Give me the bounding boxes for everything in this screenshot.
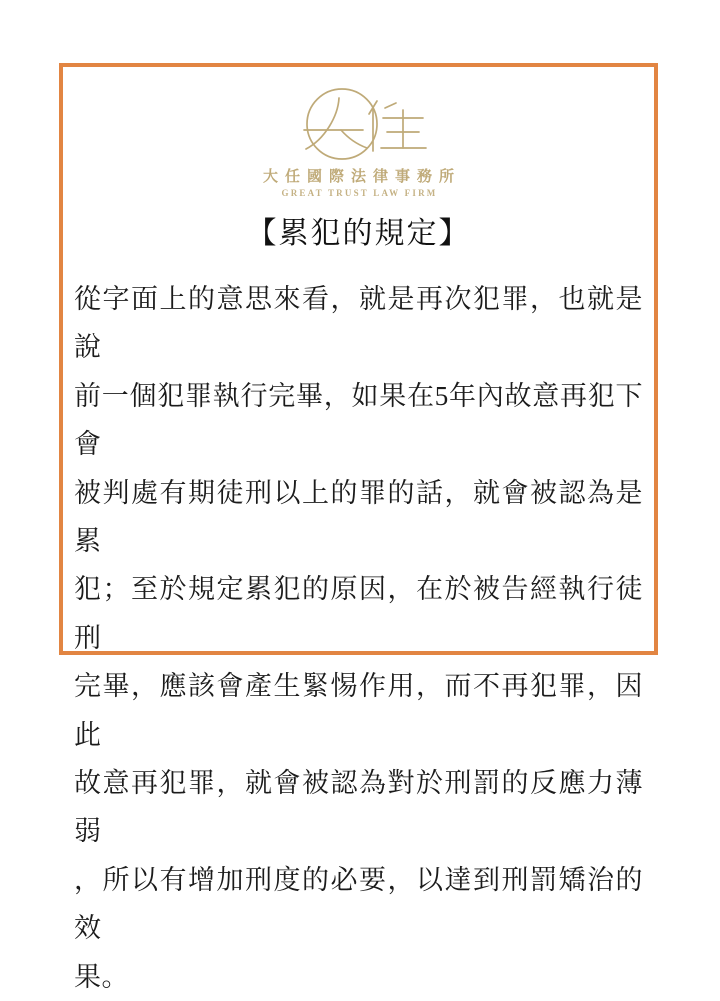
body-text-line: 從字面上的意思來看，就是再次犯罪，也就是說 [74, 284, 643, 363]
body-text-line: 故意再犯罪，就會被認為對於刑罰的反應力薄弱 [74, 768, 643, 847]
great-trust-circle-logo [284, 85, 434, 163]
firm-name-en: GREAT TRUST LAW FIRM [281, 188, 438, 198]
bordered-card [59, 63, 658, 992]
logo-glyph-text [434, 85, 435, 86]
body-text-line: ，所以有增加刑度的必要，以達到刑罰矯治的效 [74, 864, 643, 944]
firm-name-zh: 大任國際法律事務所 [262, 169, 461, 185]
logo-area [63, 85, 654, 163]
body-text-line: 完畢，應該會產生緊惕作用，而不再犯罪，因此 [74, 671, 643, 750]
body-text-line: 被判處有期徒刑以上的罪的話，就會被認為是累 [74, 477, 643, 557]
article-title: 【累犯的規定】 [246, 217, 471, 250]
article-body [63, 275, 654, 1001]
body-text-line: 果。 [74, 961, 129, 992]
body-text-line: 犯；至於規定累犯的原因，在於被告經執行徒刑 [74, 574, 643, 653]
body-text-line: 前一個犯罪執行完畢，如果在5年內故意再犯下會 [74, 380, 643, 460]
